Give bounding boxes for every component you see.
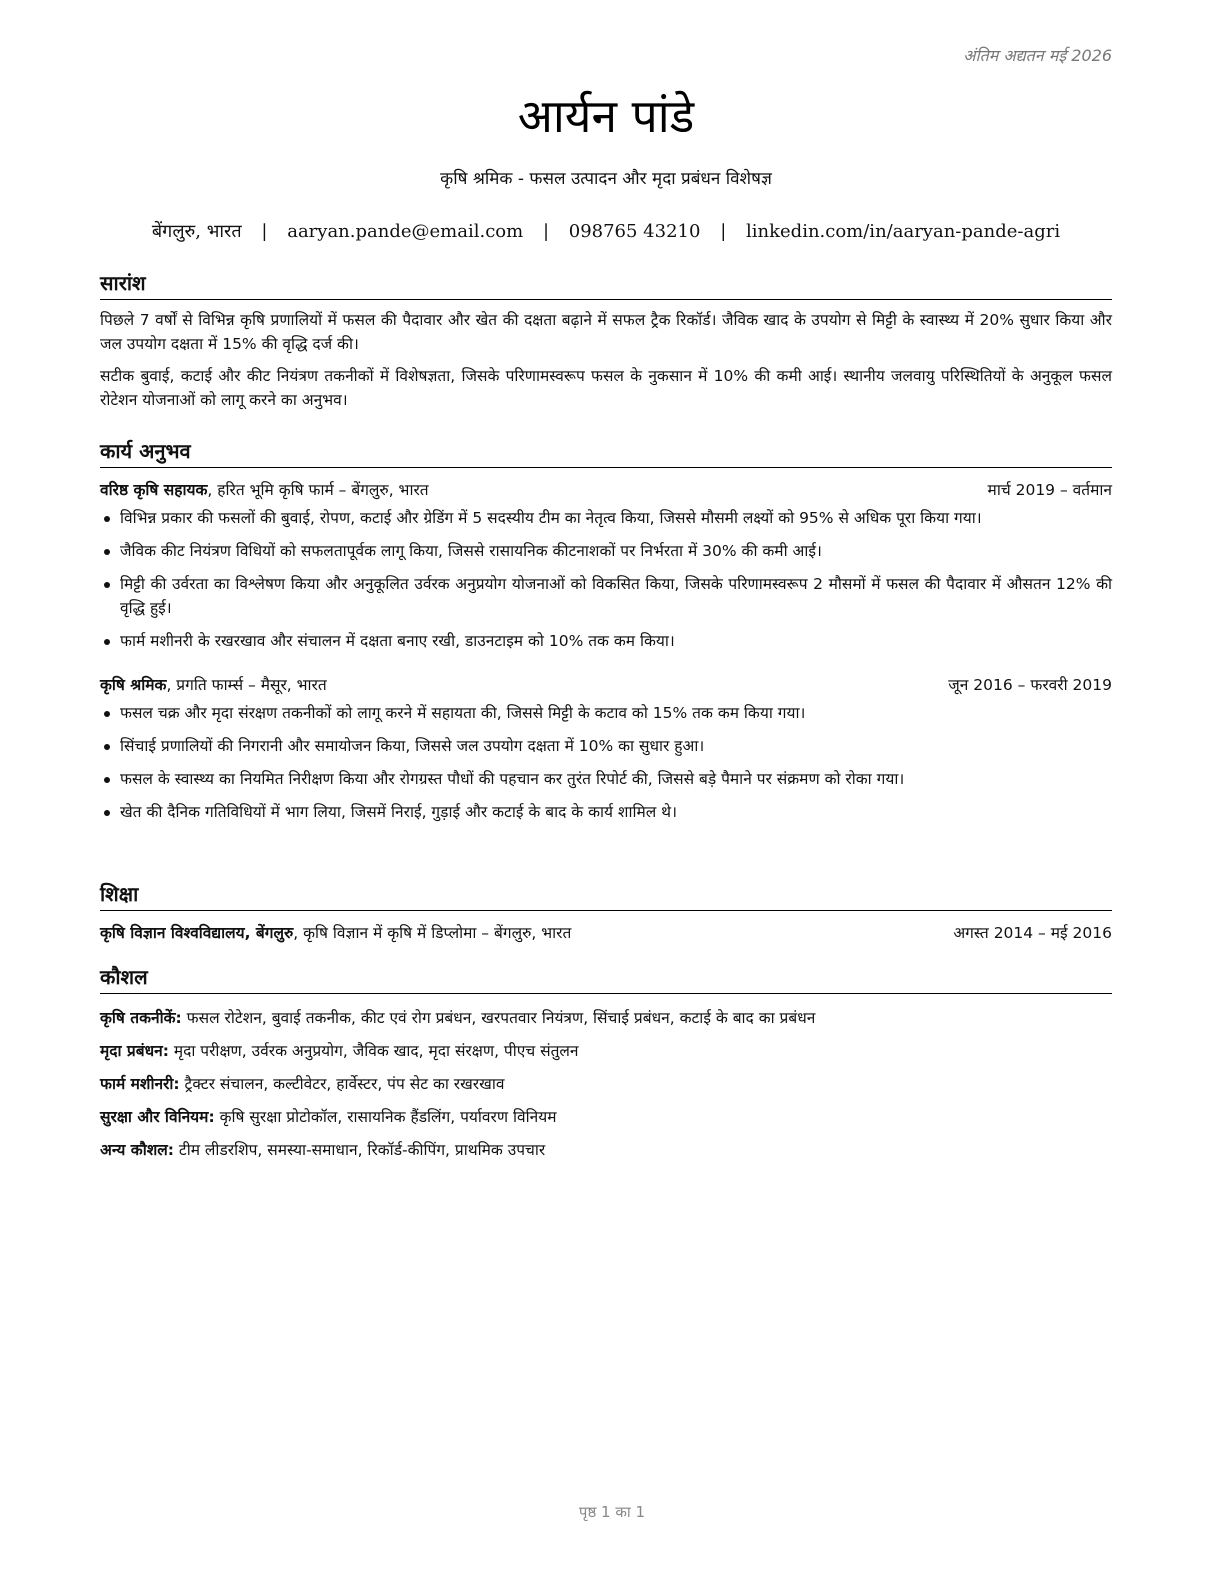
education-entry — [100, 921, 1112, 945]
skill-label: मृदा प्रबंधन: — [100, 1042, 169, 1060]
skill-label: सुरक्षा और विनियम: — [100, 1108, 215, 1126]
contact-separator: | — [542, 221, 550, 242]
skill-value: ट्रैक्टर संचालन, कल्टीवेटर, हार्वेस्टर, पंप सेट का रखरखाव — [179, 1075, 505, 1093]
contact-email[interactable]: aaryan.pande@email.com — [287, 221, 524, 242]
contact-separator: | — [720, 221, 727, 242]
skill-line — [100, 1072, 1112, 1096]
education-line — [100, 921, 571, 945]
job-bullet: जैविक कीट नियंत्रण विधियों को सफलतापूर्वक लागू किया, जिससे रासायनिक कीटनाशकों पर निर्भरता में 30% की कमी आई। — [120, 539, 1112, 563]
job-bullets — [100, 506, 1112, 653]
job-dates: मार्च 2019 – वर्तमान — [987, 481, 1112, 499]
contact-separator: | — [261, 221, 268, 242]
section-title-skills: कौशल — [100, 964, 1112, 994]
education-institution: कृषि विज्ञान विश्वविद्यालय, बेंगलुरु — [100, 924, 294, 942]
skills-section — [100, 964, 1112, 1162]
education-detail: , कृषि विज्ञान में कृषि में डिप्लोमा – बेंगलुरु, भारत — [293, 924, 572, 942]
job-header — [100, 673, 1112, 697]
candidate-subtitle: कृषि श्रमिक - फसल उत्पादन और मृदा प्रबंधन विशेषज्ञ — [440, 169, 772, 189]
skill-label: कृषि तकनीकें: — [100, 1009, 182, 1027]
page-number: पृष्ठ 1 का 1 — [578, 1503, 646, 1521]
contact-linkedin[interactable]: linkedin.com/in/aaryan-pande-agri — [746, 221, 1061, 242]
contact-phone[interactable]: 098765 43210 — [568, 221, 701, 242]
job-bullet: फार्म मशीनरी के रखरखाव और संचालन में दक्षता बनाए रखी, डाउनटाइम को 10% तक कम किया। — [120, 629, 1112, 653]
job-bullet: फसल चक्र और मृदा संरक्षण तकनीकों को लागू करने में सहायता की, जिससे मिट्टी के कटाव को 15% तक कम किया गया। — [120, 701, 1112, 725]
summary-section — [100, 270, 1112, 412]
job-role: वरिष्ठ कृषि सहायक — [100, 481, 208, 499]
education-section — [100, 881, 1112, 945]
job-bullet: फसल के स्वास्थ्य का नियमित निरीक्षण किया और रोगग्रस्त पौधों की पहचान कर तुरंत रिपोर्ट की, जिससे बड़े पैमाने पर संक्रमण को रोका गया। — [120, 767, 1112, 791]
skill-value: कृषि सुरक्षा प्रोटोकॉल, रासायनिक हैंडलिंग, पर्यावरण विनियम — [214, 1108, 557, 1126]
resume-page — [100, 0, 1112, 1584]
contact-location: बेंगलुरु, भारत — [151, 221, 242, 242]
job-header — [100, 478, 1112, 502]
section-title-experience: कार्य अनुभव — [100, 438, 1112, 468]
skill-line — [100, 1105, 1112, 1129]
experience-section — [100, 438, 1112, 833]
section-title-education: शिक्षा — [100, 881, 1112, 911]
skill-label: अन्य कौशल: — [100, 1141, 174, 1159]
job-bullet: खेत की दैनिक गतिविधियों में भाग लिया, जिसमें निराई, गुड़ाई और कटाई के बाद के कार्य शामिल थे। — [120, 800, 1112, 824]
job-dates: जून 2016 – फरवरी 2019 — [948, 676, 1112, 694]
summary-paragraph: सटीक बुवाई, कटाई और कीट नियंत्रण तकनीकों में विशेषज्ञता, जिसके परिणामस्वरूप फसल के नुकसान में 10% की कमी आई। स्थानीय जलवायु परिस्थितियों के अनुकूल फसल रोटेशन योजनाओं को लागू करने का अनुभव। — [100, 367, 1112, 409]
skill-value: फसल रोटेशन, बुवाई तकनीक, कीट एवं रोग प्रबंधन, खरपतवार नियंत्रण, सिंचाई प्रबंधन, कटाई के बाद का प्रबंधन — [181, 1009, 816, 1027]
skill-line — [100, 1006, 1112, 1030]
job-title-line — [100, 478, 429, 502]
job-bullets — [100, 701, 1112, 824]
skill-line — [100, 1039, 1112, 1063]
education-dates: अगस्त 2014 – मई 2016 — [953, 924, 1112, 942]
skill-label: फार्म मशीनरी: — [100, 1075, 180, 1093]
job-bullet: मिट्टी की उर्वरता का विश्लेषण किया और अनुकूलित उर्वरक अनुप्रयोग योजनाओं को विकसित किया, जिसके परिणामस्वरूप 2 मौसमों में फसल की पैदावार में औसतन 12% की वृद्धि हुई। — [120, 572, 1112, 620]
section-title-summary: सारांश — [100, 270, 1112, 300]
summary-paragraph: पिछले 7 वर्षों से विभिन्न कृषि प्रणालियों में फसल की पैदावार और खेत की दक्षता बढ़ाने में सफल ट्रैक रिकॉर्ड। जैविक खाद के उपयोग से मिट्टी के स्वास्थ्य में 20% सुधार किया और जल उपयोग दक्षता में 15% की वृद्धि दर्ज की। — [100, 311, 1112, 353]
job-org: , प्रगति फार्म्स – मैसूर, भारत — [166, 676, 327, 694]
job-role: कृषि श्रमिक — [100, 676, 167, 694]
job-title-line — [100, 673, 327, 697]
job-org: , हरित भूमि कृषि फार्म – बेंगलुरु, भारत — [207, 481, 429, 499]
skill-value: मृदा परीक्षण, उर्वरक अनुप्रयोग, जैविक खाद, मृदा संरक्षण, पीएच संतुलन — [168, 1042, 579, 1060]
contact-line — [100, 219, 1112, 243]
last-updated: अंतिम अद्यतन मई 2026 — [963, 46, 1112, 65]
skill-line — [100, 1138, 1112, 1162]
job-bullet: सिंचाई प्रणालियों की निगरानी और समायोजन किया, जिससे जल उपयोग दक्षता में 10% का सुधार हुआ। — [120, 734, 1112, 758]
skill-value: टीम लीडरशिप, समस्या-समाधान, रिकॉर्ड-कीपिंग, प्राथमिक उपचार — [173, 1141, 546, 1159]
job-bullet: विभिन्न प्रकार की फसलों की बुवाई, रोपण, कटाई और ग्रेडिंग में 5 सदस्यीय टीम का नेतृत्व किया, जिससे मौसमी लक्ष्यों को 95% से अधिक पूरा किया गया। — [120, 506, 1112, 530]
candidate-name: आर्यन पांडे — [517, 89, 695, 143]
